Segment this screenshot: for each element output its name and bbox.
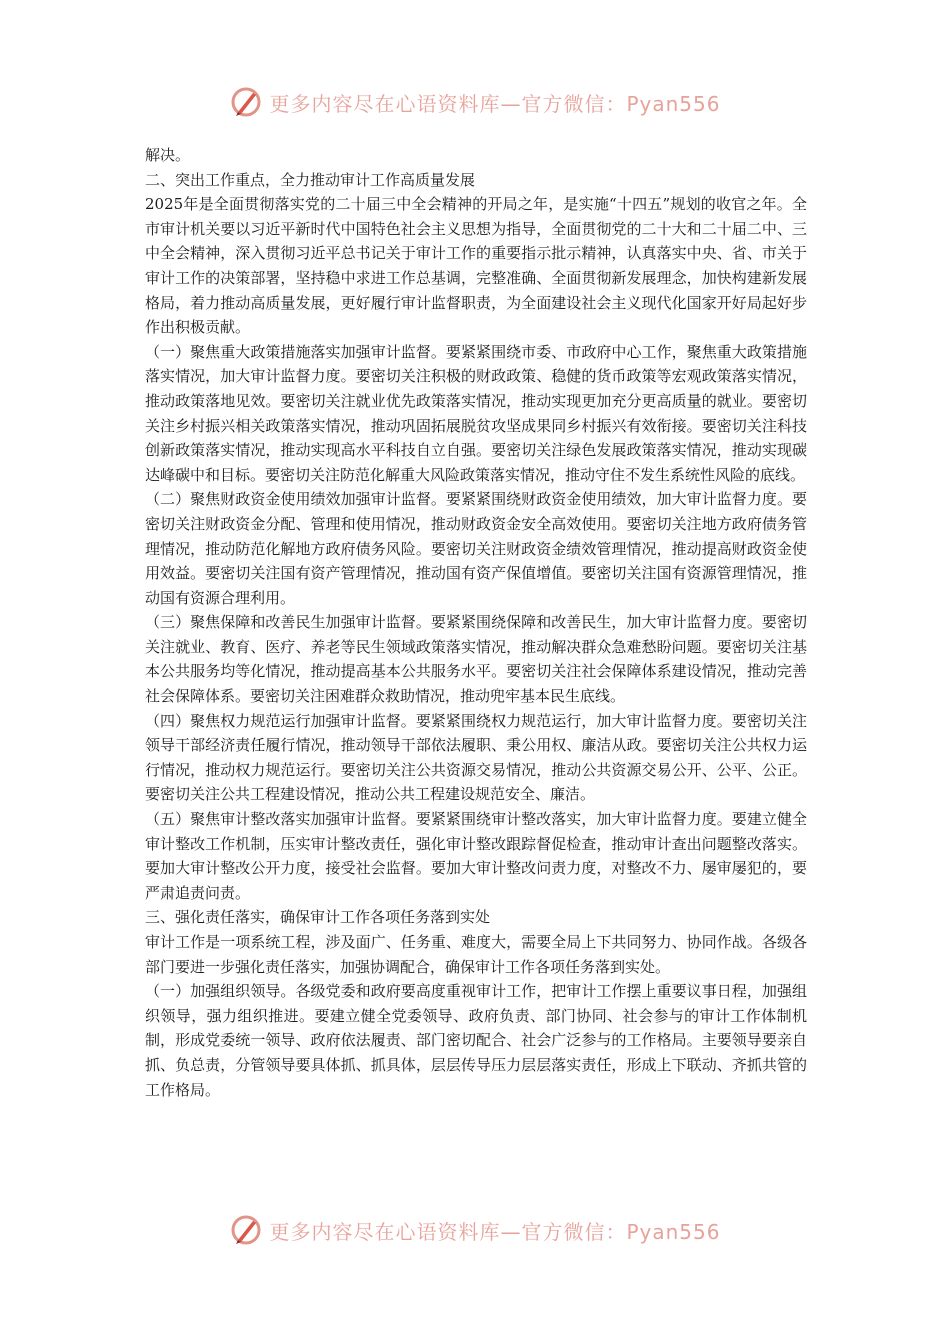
section-heading: 二、突出工作重点，全力推动审计工作高质量发展: [145, 170, 476, 189]
paragraph: （二）聚焦财政资金使用绩效加强审计监督。要紧紧围绕财政资金使用绩效，加大审计监督力度。要密切关注财政资金分配、管理和使用情况，推动财政资金安全高效使用。要密切关注地方政府债务管理情况，推动防范化解地方政府债务风险。要密切关注财政资金绩效管理情况，推动提高财政资金使用效益。要密切关注国有资产管理情况，推动国有资产保值增值。要密切关注国有资源管理情况，推动国有资源合理利用。: [145, 490, 807, 607]
paragraph: （三）聚焦保障和改善民生加强审计监督。要紧紧围绕保障和改善民生，加大审计监督力度。要密切关注就业、教育、医疗、养老等民生领域政策落实情况，推动解决群众急难愁盼问题。要密切关注基本公共服务均等化情况，推动提高基本公共服务水平。要密切关注社会保障体系建设情况，推动完善社会保障体系。要密切关注困难群众救助情况，推动兜牢基本民生底线。: [145, 613, 807, 706]
watermark-text: 更多内容尽在心语资料库—官方微信：Pyan556: [269, 1219, 721, 1244]
paragraph: （五）聚焦审计整改落实加强审计监督。要紧紧围绕审计整改落实，加大审计监督力度。要建立健全审计整改工作机制，压实审计整改责任，强化审计整改跟踪督促检查，推动审计查出问题整改落实。要加大审计整改公开力度，接受社会监督。要加大审计整改问责力度，对整改不力、屡审屡犯的，要严肃追责问责。: [145, 810, 807, 902]
paragraph: 审计工作是一项系统工程，涉及面广、任务重、难度大，需要全局上下共同努力、协同作战。各级各部门要进一步强化责任落实，加强协调配合，确保审计工作各项任务落到实处。: [145, 933, 807, 976]
paragraph: 解决。: [145, 146, 191, 164]
paragraph: 2025年是全面贯彻落实党的二十届三中全会精神的开局之年，是实施“十四五”规划的收官之年。全市审计机关要以习近平新时代中国特色社会主义思想为指导，全面贯彻党的二十大和二十届二中、三中全会精神，深入贯彻习近平总书记关于审计工作的重要指示批示精神，认真落实中央、省、市关于审计工作的决策部署，坚持稳中求进工作总基调，完整准确、全面贯彻新发展理念，加快构建新发展格局，着力推动高质量发展，更好履行审计监督职责，为全面建设社会主义现代化国家开好局起好步作出积极贡献。: [145, 195, 807, 337]
document-body: [145, 143, 807, 1102]
footer-watermark: [0, 1210, 950, 1250]
watermark-text: 更多内容尽在心语资料库—官方微信：Pyan556: [269, 91, 721, 116]
paragraph: （一）加强组织领导。各级党委和政府要高度重视审计工作，把审计工作摆上重要议事日程，加强组织领导，强力组织推进。要建立健全党委领导、政府负责、部门协同、社会参与的审计工作体制机制，形成党委统一领导、政府依法履责、部门密切配合、社会广泛参与的工作格局。主要领导要亲自抓、负总责，分管领导要具体抓、抓具体，层层传导压力层层落实责任，形成上下联动、齐抓共管的工作格局。: [145, 982, 807, 1099]
paragraph: （四）聚焦权力规范运行加强审计监督。要紧紧围绕权力规范运行，加大审计监督力度。要密切关注领导干部经济责任履行情况，推动领导干部依法履职、秉公用权、廉洁从政。要密切关注公共权力运行情况，推动权力规范运行。要密切关注公共资源交易情况，推动公共资源交易公开、公平、公正。要密切关注公共工程建设情况，推动公共工程建设规范安全、廉洁。: [145, 711, 807, 804]
paragraph: （一）聚焦重大政策措施落实加强审计监督。要紧紧围绕市委、市政府中心工作，聚焦重大政策措施落实情况，加大审计监督力度。要密切关注积极的财政政策、稳健的货币政策等宏观政策落实情况，推动政策落地见效。要密切关注就业优先政策落实情况，推动实现更加充分更高质量的就业。要密切关注乡村振兴相关政策落实情况，推动巩固拓展脱贫攻坚成果同乡村振兴有效衔接。要密切关注科技创新政策落实情况，推动实现高水平科技自立自强。要密切关注绿色发展政策落实情况，推动实现碳达峰碳中和目标。要密切关注防范化解重大风险政策落实情况，推动守住不发生系统性风险的底线。: [145, 342, 807, 484]
section-heading: 三、强化责任落实，确保审计工作各项任务落到实处: [145, 908, 491, 927]
header-watermark: [0, 82, 950, 122]
pen-circle-logo-icon: [229, 85, 263, 119]
pen-circle-logo-icon: [229, 1213, 263, 1247]
